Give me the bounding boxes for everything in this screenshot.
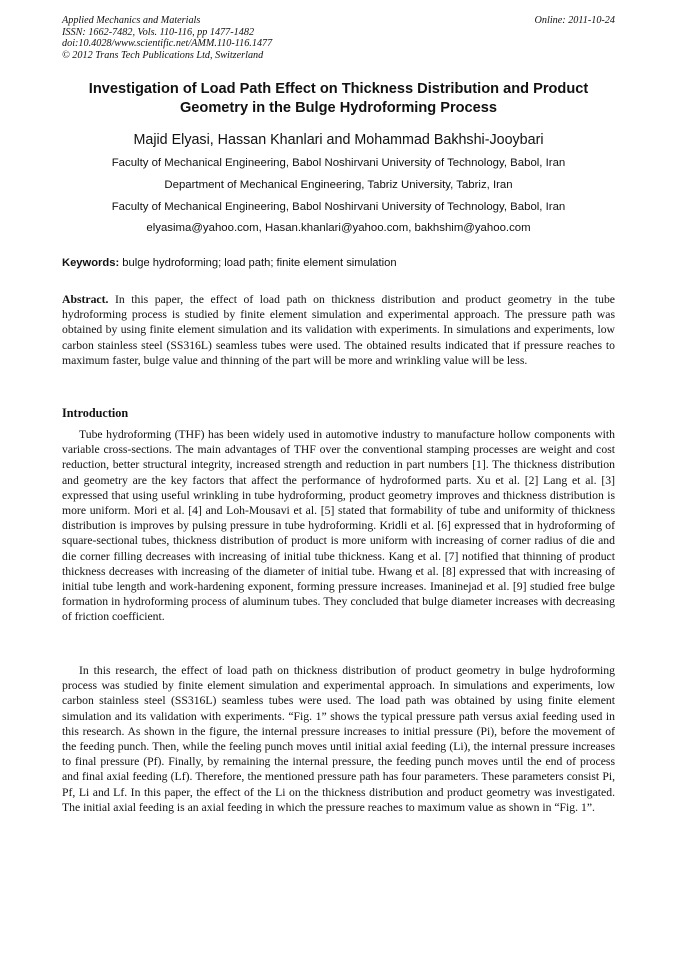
keywords: [62, 256, 615, 270]
issn-line: ISSN: 1662-7482, Vols. 110-116, pp 1477-1482: [62, 26, 255, 38]
paper-title: Investigation of Load Path Effect on Thickness Distribution and Product Geometry in the Bulge Hydroforming Process: [88, 81, 589, 116]
introduction-paragraph-1: Tube hydroforming (THF) has been widely used in automotive industry to manufacture hollow components with variable cross-sections. The main advantages of THF over the conventional stamping processes are weight and cost reduction, better structural integrity, increased strength and reduction in part numbers [1]. The thickness distribution and geometry are the key factors that affect the performance of hydroformed parts. Xu et al. [2] Lang et al. [3] expressed that using useful wrinkling in tube hydroforming, product geometry improves and thickness distribution is more uniform. Mori et al. [4] and Loh-Mousavi et al. [5] stated that formability of tube and uniformity of thickness distribution is improves by pulsing pressure in tube hydroforming. Kridli et al. [6] expressed that in hydroforming of square-sectional tubes, thickness distribution of product is more uniform with increasing of corner radius of die and die corner filling decreases with increasing of initial tube thickness. Kang et al. [7] notified that thinning of product thickness decreases with increasing of the diameter of initial tube. Hwang et al. [8] expressed that with increasing of initial tube length and work-hardening exponent, forming pressure increases. Imaninejad et al. [9] studied free bulge formation in hydroforming process of aluminum tubes. They concluded that bulge diameter increases with decreasing of friction coefficient.: [62, 428, 615, 624]
affiliation-3: Faculty of Mechanical Engineering, Babol Noshirvani University of Technology, Babol, Iran: [111, 201, 566, 213]
running-header: [62, 15, 615, 61]
author-list: Majid Elyasi, Hassan Khanlari and Mohammad Bakhshi-Jooybari: [133, 132, 544, 148]
affiliation-2: Department of Mechanical Engineering, Tabriz University, Tabriz, Iran: [164, 179, 513, 191]
abstract-label: Abstract.: [62, 293, 109, 306]
doi-line: doi:10.4028/www.scientific.net/AMM.110-116.1477: [62, 38, 273, 50]
abstract: [62, 292, 615, 368]
section-heading-introduction: Introduction: [62, 406, 129, 420]
introduction-paragraph-2: In this research, the effect of load path on thickness distribution of product geometry in bulge hydroforming process was studied by finite element simulation and experimental approach. In simulations and experiments, low carbon stainless steel (SS316L) seamless tubes were used. The load path was obtained by using finite element simulation and its validation with experiments. “Fig. 1” shows the typical pressure path versus axial feeding used in this research. As shown in the figure, the internal pressure increases to initial pressure (Pi), before the movement of the feeding punch. Then, while the feeling punch moves until initial axial feeding (Li), the internal pressure increases to final pressure (Pf). Finally, by remaining the internal pressure, the feeding punch moves until the end of process and final axial feeding (Lf). Therefore, the mentioned pressure path has four parameters. These parameters consist Pi, Pf, Li and Lf. In this paper, the effect of the Li on the thickness distribution and product geometry was investigated. The initial axial feeding is an axial feeding in which the pressure reaches to maximum value as shown in “Fig. 1”.: [62, 664, 615, 814]
abstract-text: In this paper, the effect of load path on thickness distribution and product geometry in the tube hydroforming process is studied by finite element simulation and experimental approach. The pressure path was obtained by using finite element simulation and its validation with experiments. In simulations and experiments, low carbon stainless steel (SS316L) seamless tubes were used. The obtained results indicated that if pressure reaches to maximum faster, bulge value and thinning of the part will be more and wrinkling value will be less.: [62, 293, 615, 367]
online-date: Online: 2011-10-24: [534, 15, 615, 26]
keywords-text: bulge hydroforming; load path; finite element simulation: [119, 257, 397, 269]
copyright-line: © 2012 Trans Tech Publications Ltd, Switzerland: [62, 49, 264, 61]
keywords-label: Keywords:: [62, 257, 120, 269]
affiliation-1: Faculty of Mechanical Engineering, Babol Noshirvani University of Technology, Babol, Iran: [111, 157, 566, 169]
author-emails: elyasima@yahoo.com, Hasan.khanlari@yahoo.com, bakhshim@yahoo.com: [146, 222, 531, 234]
journal-name: Applied Mechanics and Materials: [62, 15, 201, 26]
